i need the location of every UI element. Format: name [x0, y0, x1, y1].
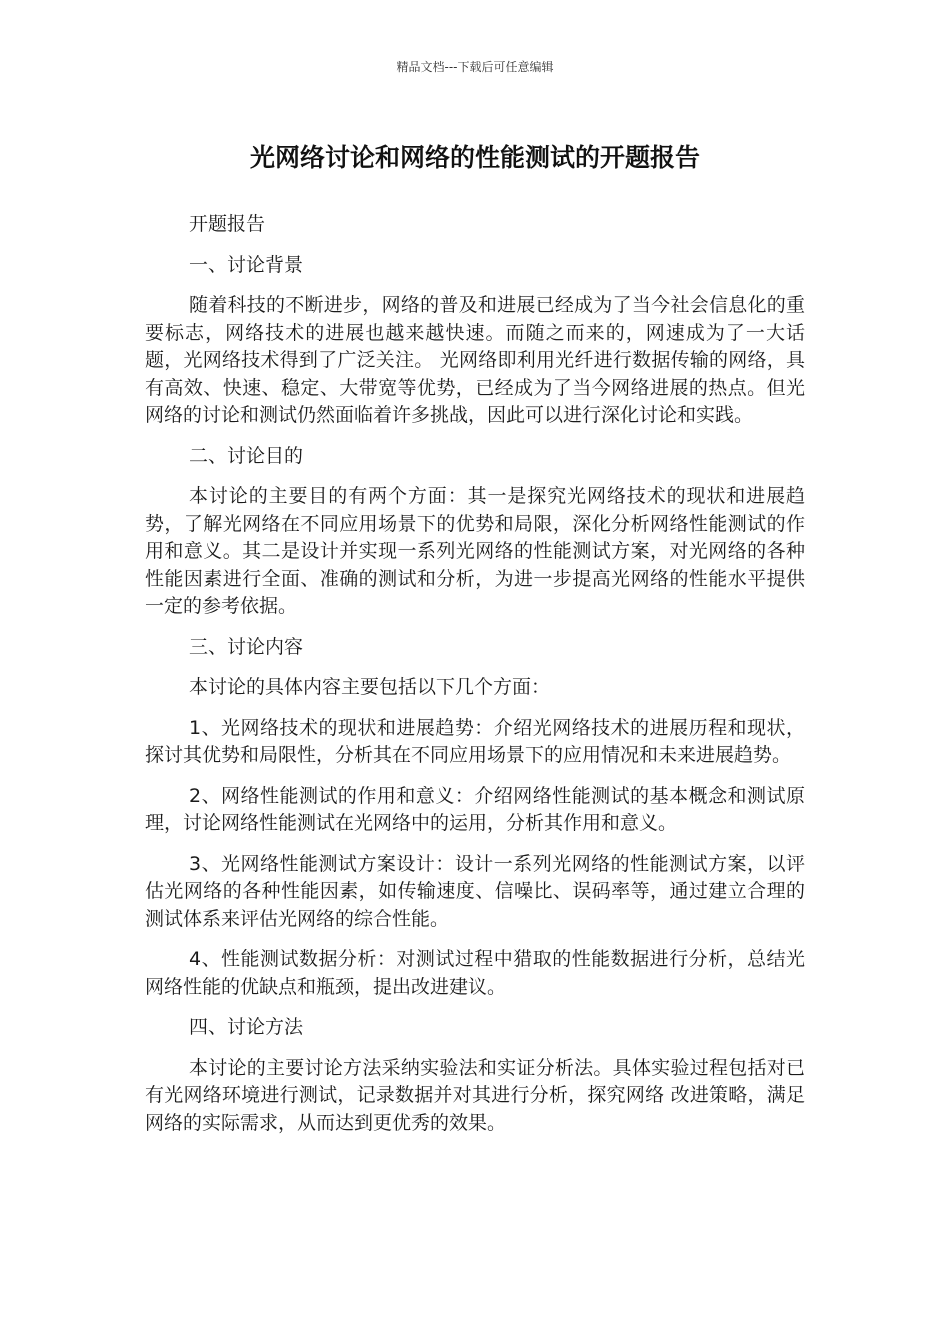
- header-note: 精品文档---下载后可任意编辑: [396, 60, 554, 74]
- list-item-1: 1、光网络技术的现状和进展趋势：介绍光网络技术的进展历程和现状，探讨其优势和局限性，分析其在不同应用场景下的应用情况和未来进展趋势。: [145, 716, 805, 766]
- section-heading-method: 四、讨论方法: [189, 1016, 304, 1038]
- paragraph-purpose: 本讨论的主要目的有两个方面：其一是探究光网络技术的现状和进展趋势，了解光网络在不同应用场景下的优势和局限，深化分析网络性能测试的作用和意义。其二是设计并实现一系列光网络的性能测试方案，对光网络的各种性能因素进行全面、准确的测试和分析，为进一步提高光网络的性能水平提供一定的参考依据。: [145, 485, 805, 617]
- document-title: 光网络讨论和网络的性能测试的开题报告: [249, 143, 700, 172]
- paragraph-method: 本讨论的主要讨论方法采纳实验法和实证分析法。具体实验过程包括对已有光网络环境进行测试，记录数据并对其进行分析，探究网络 改进策略，满足网络的实际需求，从而达到更优秀的效果。: [145, 1056, 805, 1134]
- paragraph-content-intro: 本讨论的具体内容主要包括以下几个方面：: [189, 676, 551, 698]
- paragraph-report-label: 开题报告: [189, 213, 266, 235]
- section-heading-purpose: 二、讨论目的: [189, 444, 304, 467]
- paragraph-background: 随着科技的不断进步，网络的普及和进展已经成为了当今社会信息化的重要标志，网络技术的进展也越来越快速。而随之而来的，网速成为了一大话题，光网络技术得到了广泛关注。 光网络即利用光纤进行数据传输的网络，具有高效、快速、稳定、大带宽等优势，已经成为了当今网络进展的热点。但光网络的讨论和测试仍然面临着许多挑战，因此可以进行深化讨论和实践。: [145, 294, 805, 426]
- section-heading-background: 一、讨论背景: [189, 253, 304, 276]
- list-item-2: 2、网络性能测试的作用和意义：介绍网络性能测试的基本概念和测试原理，讨论网络性能测试在光网络中的运用，分析其作用和意义。: [145, 784, 805, 834]
- list-item-3: 3、光网络性能测试方案设计：设计一系列光网络的性能测试方案，以评估光网络的各种性能因素，如传输速度、信噪比、误码率等，通过建立合理的测试体系来评估光网络的综合性能。: [145, 852, 805, 930]
- section-heading-content: 三、讨论内容: [189, 635, 304, 658]
- document-body: [145, 211, 805, 1150]
- list-item-4: 4、性能测试数据分析：对测试过程中猎取的性能数据进行分析，总结光网络性能的优缺点和瓶颈，提出改进建议。: [145, 948, 805, 998]
